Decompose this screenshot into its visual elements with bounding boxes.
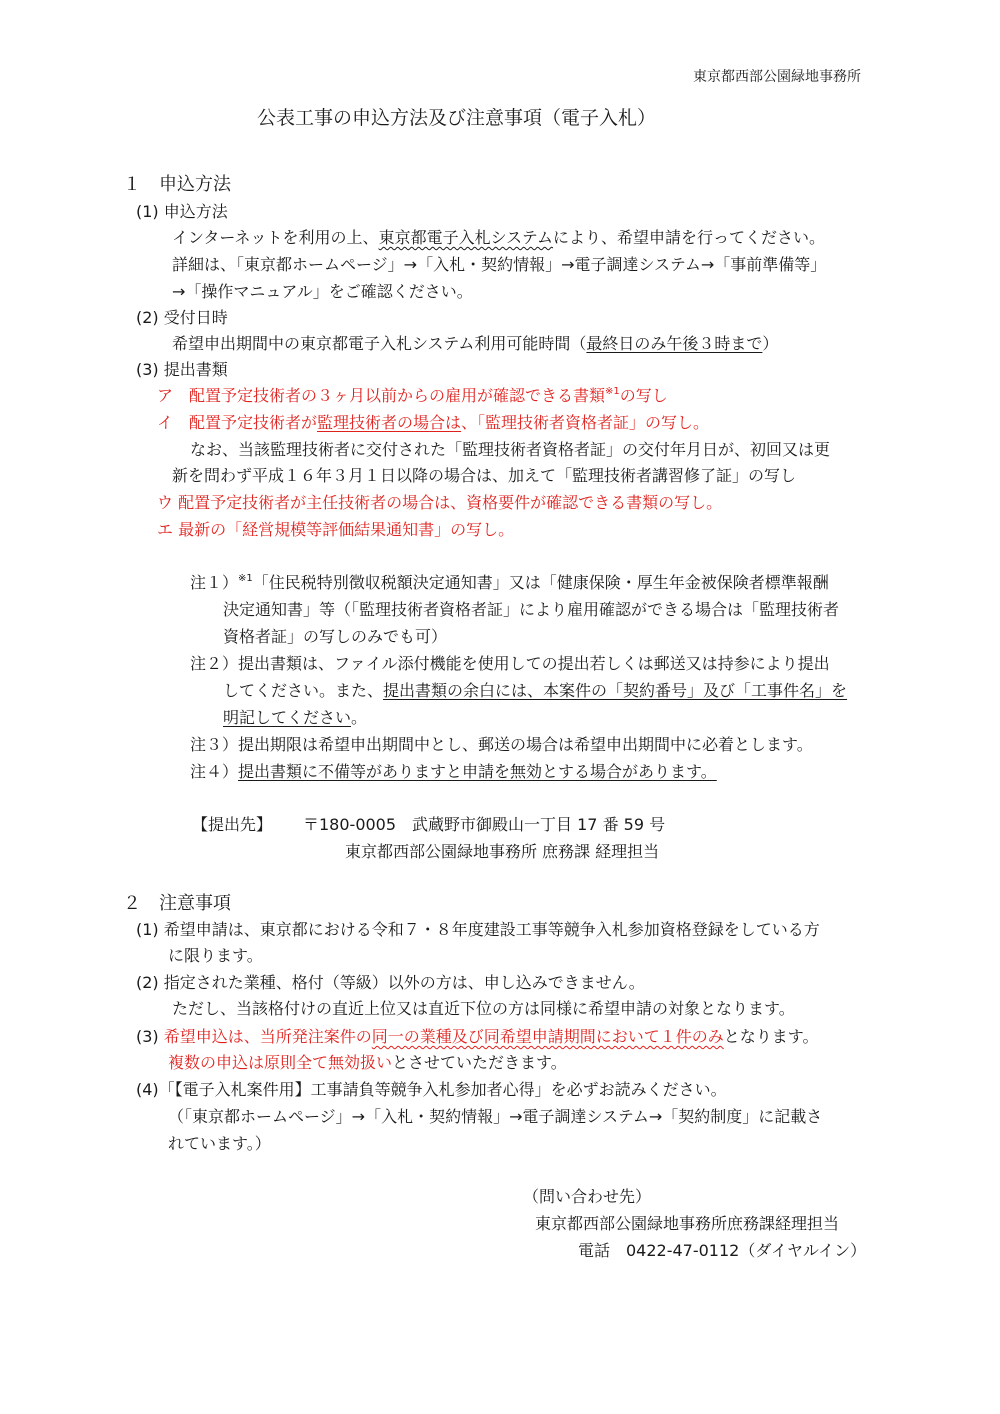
doc-a: ア 配置予定技術者の３ヶ月以前からの雇用が確認できる書類$^{※1}$の写し bbox=[157, 386, 668, 405]
s2-item3-line1: (3) 希望申込は、当所発注案件の同一の業種及び同希望申請期間において１件のみとなります。 bbox=[136, 1027, 819, 1046]
submit-to-address: 〒180-0005 武蔵野市御殿山一丁目 17 番 59 号 bbox=[303, 815, 666, 834]
submit-to-label: 【提出先】 bbox=[192, 815, 273, 834]
s2-item4-line2: （「東京都ホームページ」→「入札・契約情報」→電子調達システム→「契約制度」に記載さ bbox=[168, 1107, 823, 1126]
item1-line3: →「操作マニュアル」をご確認ください。 bbox=[172, 282, 473, 301]
s2-item4-line3: れています。） bbox=[168, 1134, 271, 1153]
doc-u: ウ 配置予定技術者が主任技術者の場合は、資格要件が確認できる書類の写し。 bbox=[157, 493, 723, 512]
note1-line2: 決定通知書」等（「監理技術者資格者証」により雇用確認ができる場合は「監理技術者 bbox=[223, 600, 840, 619]
section2-heading: ２ 注意事項 bbox=[123, 893, 231, 914]
section1-heading: １ 申込方法 bbox=[123, 174, 231, 195]
note1-line3: 資格者証」の写しのみでも可） bbox=[223, 627, 448, 646]
item1-line2: 詳細は、「東京都ホームページ」→「入札・契約情報」→電子調達システム→「事前準備等」 bbox=[172, 255, 827, 274]
doc-i-note1: なお、当該監理技術者に交付された「監理技術者資格者証」の交付年月日が、初回又は更 bbox=[190, 440, 831, 459]
item1-line1: インターネットを利用の上、東京都電子入札システムにより、希望申請を行ってください。 bbox=[172, 228, 825, 247]
note2-line1: 注２）提出書類は、ファイル添付機能を使用しての提出若しくは郵送又は持参により提出 bbox=[190, 654, 830, 673]
item2-line1: 希望申出期間中の東京都電子入札システム利用可能時間（最終日のみ午後３時まで） bbox=[172, 334, 779, 353]
submit-to-dept: 東京都西部公園緑地事務所 庶務課 経理担当 bbox=[345, 842, 660, 861]
note2-line3: 明記してください。 bbox=[223, 708, 368, 727]
s2-item4-line1: (4)「【電子入札案件用】工事請負等競争入札参加者心得」を必ずお読みください。 bbox=[136, 1080, 727, 1099]
doc-i-note2: 新を問わず平成１６年３月１日以降の場合は、加えて「監理技術者講習修了証」の写し bbox=[172, 466, 797, 485]
item3-label: (3) 提出書類 bbox=[136, 360, 228, 379]
contact-label: （問い合わせ先） bbox=[523, 1187, 652, 1206]
s2-item1-line1: (1) 希望申請は、東京都における令和７・８年度建設工事等競争入札参加資格登録をしている方 bbox=[136, 920, 820, 939]
s2-item3-line2: 複数の申込は原則全て無効扱いとさせていただきます。 bbox=[168, 1053, 567, 1072]
e-bid-system-link: 東京都電子入札システム bbox=[378, 228, 553, 247]
item1-label: (1) 申込方法 bbox=[136, 202, 228, 221]
s2-item2-line2: ただし、当該格付けの直近上位又は直近下位の方は同様に希望申請の対象となります。 bbox=[172, 999, 795, 1018]
s2-item2-line1: (2) 指定された業種、格付（等級）以外の方は、申し込みできません。 bbox=[136, 973, 645, 992]
contact-phone: 電話 0422-47-0112（ダイヤルイン） bbox=[578, 1241, 867, 1260]
s2-item1-line2: に限ります。 bbox=[168, 946, 263, 965]
doc-i: イ 配置予定技術者が監理技術者の場合は、「監理技術者資格者証」の写し。 bbox=[157, 413, 710, 432]
contact-dept: 東京都西部公園緑地事務所庶務課経理担当 bbox=[535, 1214, 840, 1233]
office-name: 東京都西部公園緑地事務所 bbox=[693, 69, 861, 85]
doc-e: エ 最新の「経営規模等評価結果通知書」の写し。 bbox=[157, 520, 515, 539]
note3: 注３）提出期限は希望申出期間中とし、郵送の場合は希望申出期間中に必着とします。 bbox=[190, 735, 813, 754]
note4: 注４）提出書類に不備等がありますと申請を無効とする場合があります。 bbox=[190, 762, 717, 781]
page-title: 公表工事の申込方法及び注意事項（電子入札） bbox=[257, 107, 657, 129]
item2-label: (2) 受付日時 bbox=[136, 308, 228, 327]
note1-line1: 注１）$^{※1}$「住民税特別徴収税額決定通知書」又は「健康保険・厚生年金被保険者標準報酬 bbox=[190, 573, 829, 592]
note2-line2: してください。また、提出書類の余白には、本案件の「契約番号」及び「工事件名」を bbox=[223, 681, 848, 700]
